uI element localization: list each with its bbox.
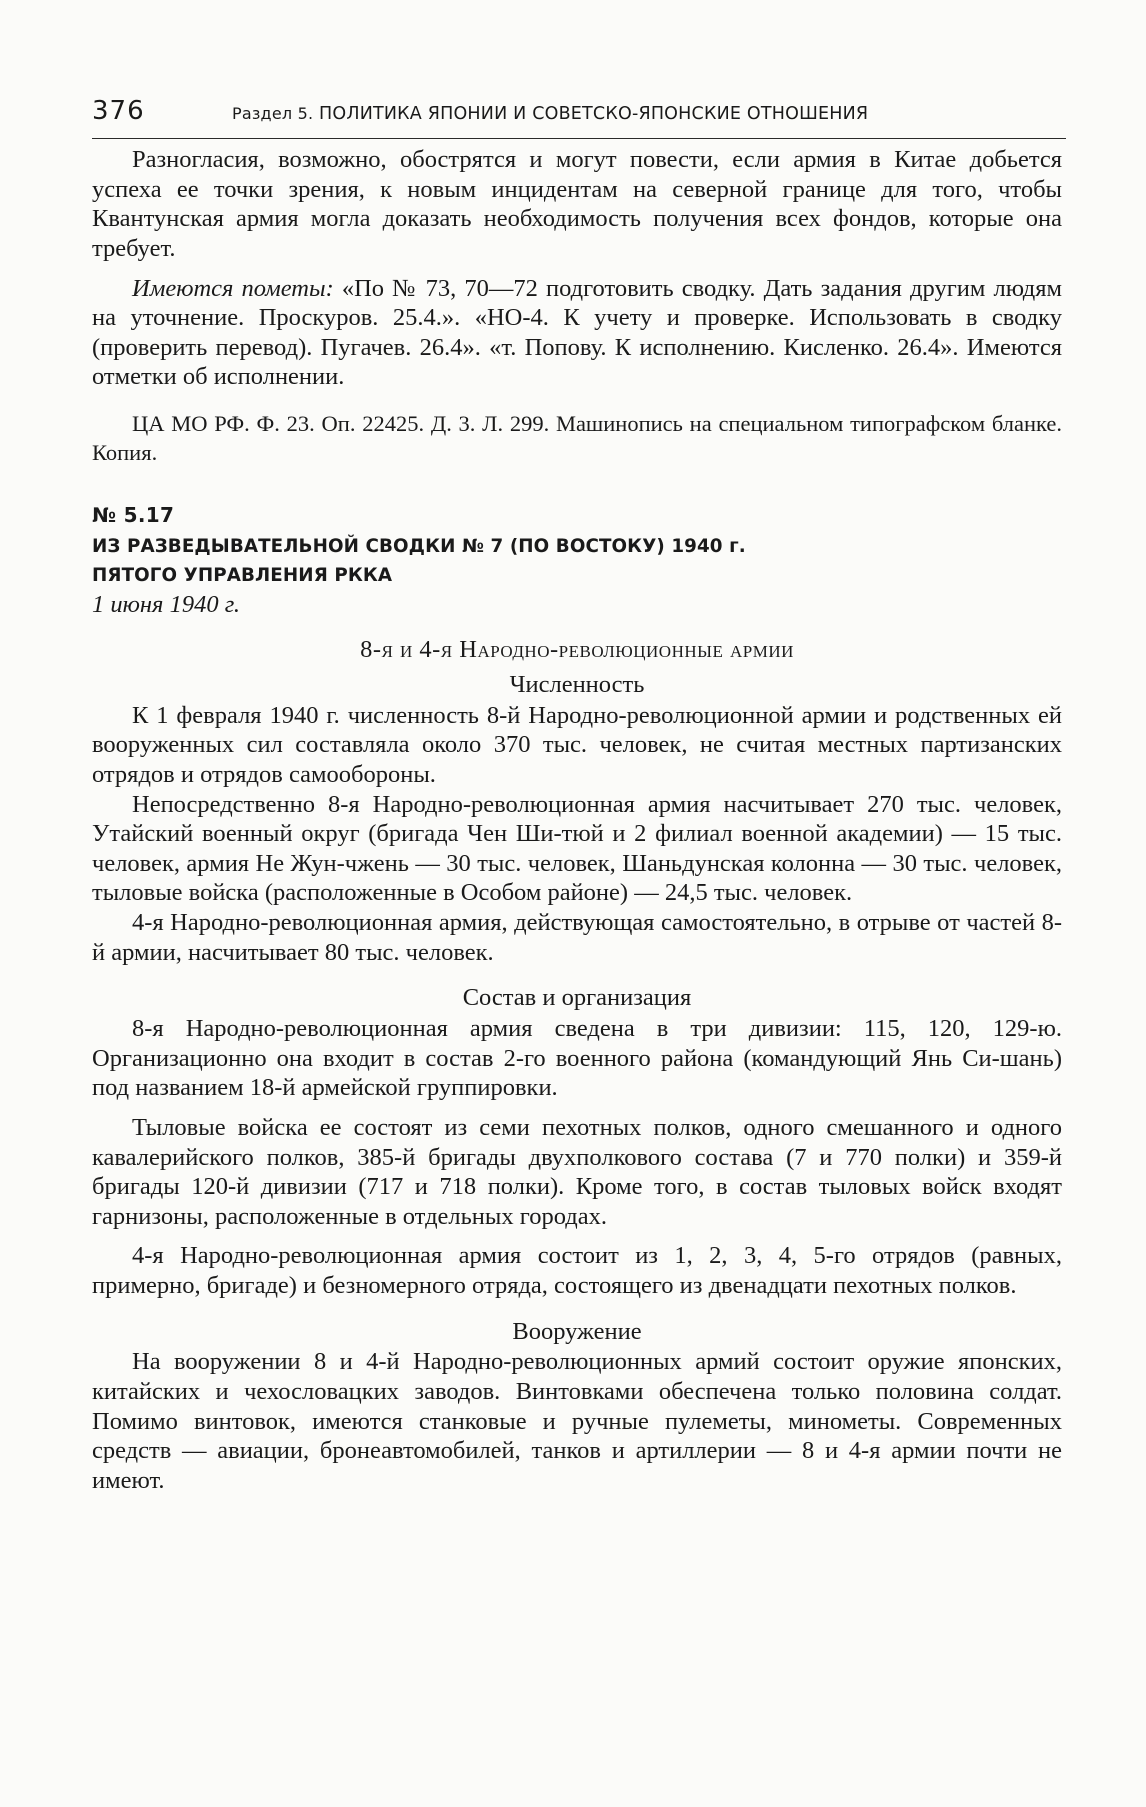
marks-text: «По № 73, 70—72 подготовить сводку. Дать задания другим людям на уточнение. Проскуров. 25.4.». «НО-4. К учету и проверке. Использовать в сводку (проверить перевод). Пугачев. 26.4». «т. Попову. К исполнению. Кисленко. 26.4». Имеются отметки об исполнении. <box>92 274 1062 391</box>
main-heading: 8-я и 4-я Народно-революционные армии <box>360 636 794 664</box>
document-title-line-2: ПЯТОГО УПРАВЛЕНИЯ РККА <box>92 564 393 586</box>
document-page <box>92 96 1062 1496</box>
section-armament-title: Вооружение <box>512 1317 642 1345</box>
strength-paragraph: 4-я Народно-революционная армия, действующая самостоятельно, в отрыве от частей 8-й армии, насчитывает 80 тыс. человек. <box>92 909 1062 966</box>
section-strength-title: Численность <box>509 670 645 698</box>
strength-paragraph: К 1 февраля 1940 г. численность 8-й Народно-революционной армии и родственных ей вооруженных сил составляла около 370 тыс. человек, не считая местных партизанских отрядов и отрядов самообороны. <box>92 701 1062 788</box>
marks-paragraph <box>92 274 1062 393</box>
running-title <box>232 104 868 124</box>
intro-paragraph: Разногласия, возможно, обострятся и могут повести, если армия в Китае добьется успеха ее точки зрения, к новым инцидентам на северной границе для того, чтобы Квантунская армия могла доказать необходимость получения всех фондов, которые она требует. <box>92 146 1062 262</box>
organization-paragraph: Тыловые войска ее состоят из семи пехотных полков, одного смешанного и одного кавалерийского полков, 385-й бригады двухполкового состава (7 и 770 полки) и 359-й бригады 120-й дивизии (717 и 718 полки). Кроме того, в состав тыловых войск входят гарнизоны, расположенные в отдельных городах. <box>92 1113 1062 1230</box>
archive-reference <box>92 410 1062 467</box>
archive-text: ЦА МО РФ. Ф. 23. Оп. 22425. Д. 3. Л. 299. Машинопись на специальном типографском бланке. Копия. <box>92 411 1062 465</box>
document-date: 1 июня 1940 г. <box>92 590 241 618</box>
marks-label: Имеются пометы: <box>132 274 334 302</box>
document-title <box>92 533 1062 590</box>
running-header <box>92 96 1066 139</box>
section-label: Раздел 5. <box>232 104 314 123</box>
strength-paragraph: Непосредственно 8-я Народно-революционная армия насчитывает 270 тыс. человек, Утайский военный округ (бригада Чен Ши-тюй и 2 филиал военной академии) — 15 тыс. человек, армия Не Жун-чжень — 30 тыс. человек, Шаньдунская колонна — 30 тыс. человек, тыловые войска (расположенные в Особом районе) — 24,5 тыс. человек. <box>92 790 1062 907</box>
document-number: № 5.17 <box>92 503 175 528</box>
section-organization-title: Состав и организация <box>462 984 692 1012</box>
armament-paragraph: На вооружении 8 и 4-й Народно-революционных армий состоит оружие японских, китайских и чехословацких заводов. Винтовками обеспечена только половина солдат. Помимо винтовок, имеются станковые и ручные пулеметы, минометы. Современных средств — авиации, бронеавтомобилей, танков и артиллерии — 8 и 4-я армии почти не имеют. <box>92 1348 1062 1494</box>
document-title-line-1: ИЗ РАЗВЕДЫВАТЕЛЬНОЙ СВОДКИ № 7 (ПО ВОСТОКУ) 1940 г. <box>92 536 746 558</box>
section-title: ПОЛИТИКА ЯПОНИИ И СОВЕТСКО-ЯПОНСКИЕ ОТНОШЕНИЯ <box>319 104 869 124</box>
page-number: 376 <box>92 96 145 126</box>
organization-paragraph: 4-я Народно-революционная армия состоит из 1, 2, 3, 4, 5-го отрядов (равных, примерно, бригаде) и безномерного отряда, состоящего из двенадцати пехотных полков. <box>92 1242 1062 1300</box>
organization-paragraph: 8-я Народно-революционная армия сведена в три дивизии: 115, 120, 129-ю. Организационно она входит в состав 2-го военного района (командующий Янь Си-шань) под названием 18-й армейской группировки. <box>92 1015 1062 1102</box>
